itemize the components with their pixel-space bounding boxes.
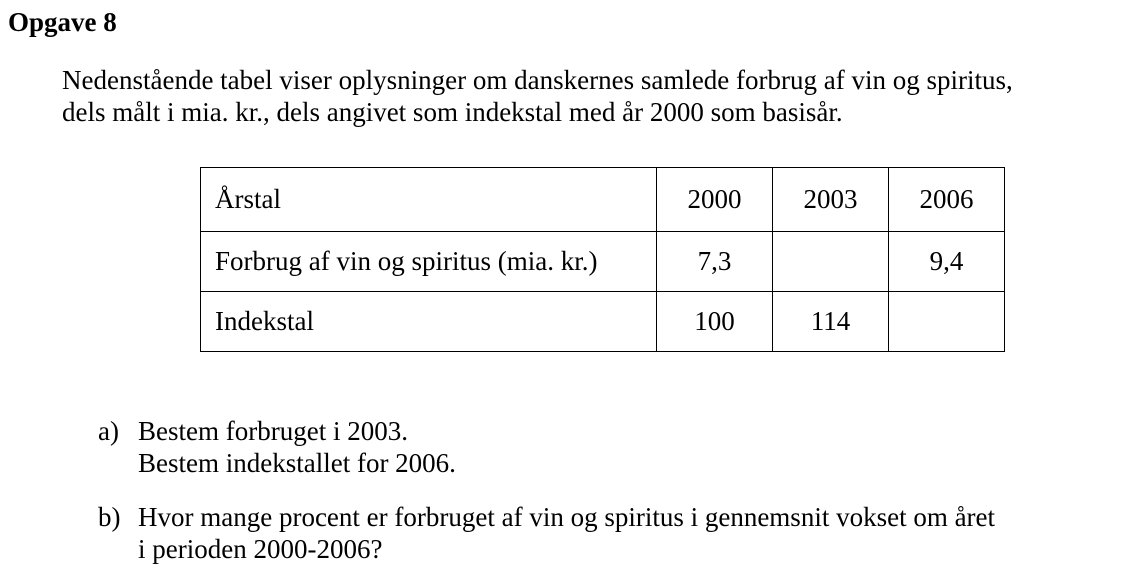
question-b-line-1: Hvor mange procent er forbruget af vin og spiritus i gennemsnit vokset om året [138,502,996,532]
cell-consumption-2000: 7,3 [657,232,773,292]
intro-paragraph [62,64,1120,128]
cell-year-2003: 2003 [773,168,889,232]
intro-line-1: Nedenstående tabel viser oplysninger om danskernes samlede forbrug af vin og spiritus, [62,65,1013,95]
cell-year-2000: 2000 [657,168,773,232]
cell-consumption-2003 [773,232,889,292]
table-row-consumption [201,232,1005,292]
question-a-letter: a) [98,416,119,446]
exercise-heading: Opgave 8 [8,7,117,37]
cell-consumption-2006: 9,4 [889,232,1005,292]
table-row-index [201,292,1005,352]
consumption-table [200,167,1005,352]
question-b-line-2: i perioden 2000-2006? [138,534,383,564]
question-a-line-1: Bestem forbruget i 2003. [138,416,408,446]
cell-index-2006 [889,292,1005,352]
cell-year-2006: 2006 [889,168,1005,232]
row-label-consumption: Forbrug af vin og spiritus (mia. kr.) [201,232,657,292]
question-a-line-2: Bestem indekstallet for 2006. [138,448,456,478]
question-b [98,501,995,565]
question-a [98,415,456,479]
cell-index-2003: 114 [773,292,889,352]
row-label-year: Årstal [201,168,657,232]
table-row-year [201,168,1005,232]
row-label-index: Indekstal [201,292,657,352]
cell-index-2000: 100 [657,292,773,352]
question-b-letter: b) [98,502,121,532]
intro-line-2: dels målt i mia. kr., dels angivet som indekstal med år 2000 som basisår. [62,97,843,127]
